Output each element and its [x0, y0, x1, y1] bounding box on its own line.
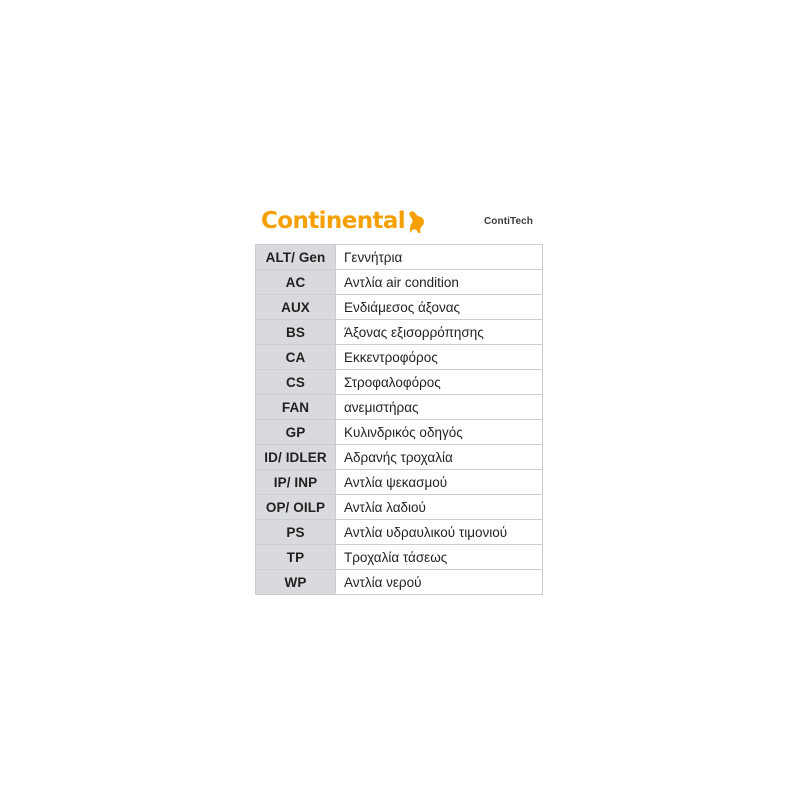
table-row	[256, 495, 543, 520]
table-row	[256, 470, 543, 495]
abbreviation-description: Αντλία νερού	[336, 570, 543, 595]
table-row	[256, 345, 543, 370]
table-row	[256, 545, 543, 570]
table-row	[256, 570, 543, 595]
abbreviation-description: Αντλία air condition	[336, 270, 543, 295]
abbreviation-description: Τροχαλία τάσεως	[336, 545, 543, 570]
table-row	[256, 420, 543, 445]
table-row	[256, 270, 543, 295]
abbreviation-table	[255, 244, 543, 595]
abbreviation-code: OP/ OILP	[256, 495, 336, 520]
abbreviation-code: IP/ INP	[256, 470, 336, 495]
table-row	[256, 295, 543, 320]
abbreviation-description: Άξονας εξισορρόπησης	[336, 320, 543, 345]
table-row	[256, 395, 543, 420]
abbreviation-description: Εκκεντροφόρος	[336, 345, 543, 370]
abbreviation-code: AUX	[256, 295, 336, 320]
table-row	[256, 370, 543, 395]
abbreviation-code: WP	[256, 570, 336, 595]
abbreviation-description: ανεμιστήρας	[336, 395, 543, 420]
table-row	[256, 520, 543, 545]
abbreviation-code: CS	[256, 370, 336, 395]
abbreviation-description: Γεννήτρια	[336, 245, 543, 270]
abbreviation-code: BS	[256, 320, 336, 345]
abbreviation-description: Κυλινδρικός οδηγός	[336, 420, 543, 445]
abbreviation-code: ALT/ Gen	[256, 245, 336, 270]
contitech-subbrand: ContiTech	[483, 216, 533, 227]
table-row	[256, 445, 543, 470]
table-row	[256, 320, 543, 345]
abbreviation-code: CA	[256, 345, 336, 370]
abbreviation-description: Στροφαλοφόρος	[336, 370, 543, 395]
continental-horse-icon	[407, 210, 427, 234]
brand-wordmark: Continental	[261, 208, 406, 234]
abbreviation-legend-card	[255, 199, 543, 595]
abbreviation-description: Αντλία λαδιού	[336, 495, 543, 520]
abbreviation-code: TP	[256, 545, 336, 570]
abbreviation-description: Αντλία υδραυλικού τιμονιού	[336, 520, 543, 545]
table-row	[256, 245, 543, 270]
abbreviation-code: FAN	[256, 395, 336, 420]
abbreviation-code: ID/ IDLER	[256, 445, 336, 470]
abbreviation-code: AC	[256, 270, 336, 295]
abbreviation-description: Αδρανής τροχαλία	[336, 445, 543, 470]
continental-logo	[259, 210, 427, 234]
abbreviation-description: Ενδιάμεσος άξονας	[336, 295, 543, 320]
brand-header	[255, 199, 543, 244]
abbreviation-code: PS	[256, 520, 336, 545]
abbreviation-description: Αντλία ψεκασμού	[336, 470, 543, 495]
abbreviation-table-body	[256, 245, 543, 595]
abbreviation-code: GP	[256, 420, 336, 445]
